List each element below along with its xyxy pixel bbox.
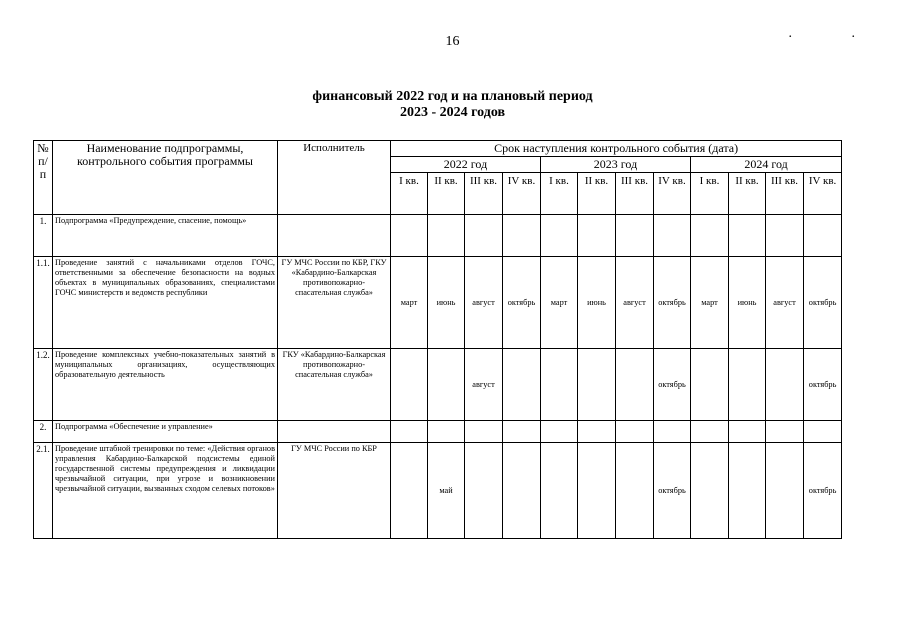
deadline-cell xyxy=(691,443,729,539)
deadline-cell xyxy=(578,421,616,443)
header-deadline: Срок наступления контрольного события (дата) xyxy=(391,141,842,157)
deadline-cell xyxy=(729,215,766,257)
deadline-cell xyxy=(616,215,654,257)
deadline-cell xyxy=(503,215,541,257)
deadline-cell xyxy=(766,421,804,443)
deadline-cell xyxy=(691,215,729,257)
deadline-cell xyxy=(804,421,842,443)
deadline-cell: октябрь xyxy=(654,257,691,349)
deadline-cell: октябрь xyxy=(804,257,842,349)
deadline-cell xyxy=(503,443,541,539)
deadline-cell xyxy=(503,349,541,421)
deadline-cell xyxy=(616,349,654,421)
deadline-cell xyxy=(578,349,616,421)
deadline-cell: август xyxy=(766,257,804,349)
deadline-cell xyxy=(541,421,578,443)
deadline-cell: октябрь xyxy=(804,349,842,421)
header-quarter: I кв. xyxy=(691,173,729,215)
deadline-cell: июнь xyxy=(578,257,616,349)
deadline-cell xyxy=(654,215,691,257)
table-row xyxy=(34,349,842,421)
document-title xyxy=(0,89,905,121)
header-quarter: III кв. xyxy=(766,173,804,215)
deadline-cell xyxy=(691,421,729,443)
table-row xyxy=(34,257,842,349)
header-year-2022: 2022 год xyxy=(391,157,541,173)
deadline-cell xyxy=(691,349,729,421)
deadline-cell xyxy=(578,215,616,257)
row-event-name: Проведение штабной тренировки по теме: «Действия органов управления Кабардино-Балкарской подсистемы единой государственной системы предупреждения и ликвидации чрезвычайной ситуации, при угрозе и возникновении чрезвычайной ситуации, вызванных сходом селевых потоков» xyxy=(53,443,278,539)
corner-marks: . . xyxy=(788,26,883,41)
header-number: № п/п xyxy=(34,141,53,215)
header-quarter: II кв. xyxy=(729,173,766,215)
deadline-cell: октябрь xyxy=(804,443,842,539)
deadline-cell xyxy=(391,349,428,421)
deadline-cell xyxy=(729,349,766,421)
deadline-cell: июнь xyxy=(428,257,465,349)
header-name: Наименование подпрограммы, контрольного события программы xyxy=(53,141,278,215)
deadline-cell xyxy=(541,215,578,257)
table-row xyxy=(34,443,842,539)
row-executor: ГУ МЧС России по КБР xyxy=(278,443,391,539)
row-number: 1. xyxy=(34,215,53,257)
row-executor xyxy=(278,215,391,257)
header-quarter: II кв. xyxy=(428,173,465,215)
deadline-cell: октябрь xyxy=(503,257,541,349)
header-year-2023: 2023 год xyxy=(541,157,691,173)
row-executor: ГУ МЧС России по КБР, ГКУ «Кабардино-Балкарская противопожарно-спасательная служба» xyxy=(278,257,391,349)
row-number: 2. xyxy=(34,421,53,443)
header-quarter: I кв. xyxy=(391,173,428,215)
row-executor xyxy=(278,421,391,443)
deadline-cell xyxy=(465,421,503,443)
deadline-cell xyxy=(766,215,804,257)
row-event-name: Подпрограмма «Предупреждение, спасение, помощь» xyxy=(53,215,278,257)
header-quarter: II кв. xyxy=(578,173,616,215)
table-row xyxy=(34,215,842,257)
deadline-cell: август xyxy=(616,257,654,349)
deadline-cell xyxy=(465,215,503,257)
deadline-cell xyxy=(541,349,578,421)
row-event-name: Подпрограмма «Обеспечение и управление» xyxy=(53,421,278,443)
header-executor: Исполнитель xyxy=(278,141,391,215)
deadline-cell: март xyxy=(691,257,729,349)
deadline-cell: март xyxy=(391,257,428,349)
row-event-name: Проведение занятий с начальниками отделов ГОЧС, ответственными за обеспечение безопасности на водных объектах в муниципальных образованиях, специалистами ГОЧС министерств и ведомств республики xyxy=(53,257,278,349)
deadline-cell xyxy=(616,443,654,539)
header-quarter: IV кв. xyxy=(503,173,541,215)
deadline-cell xyxy=(578,443,616,539)
deadline-cell xyxy=(616,421,654,443)
deadline-cell: октябрь xyxy=(654,349,691,421)
header-quarter: III кв. xyxy=(616,173,654,215)
deadline-cell xyxy=(391,215,428,257)
deadline-cell: октябрь xyxy=(654,443,691,539)
deadline-cell xyxy=(465,443,503,539)
title-line-1: финансовый 2022 год и на плановый период xyxy=(312,89,593,104)
deadline-cell xyxy=(428,215,465,257)
deadline-cell xyxy=(391,443,428,539)
row-executor: ГКУ «Кабардино-Балкарская противопожарно-спасательная служба» xyxy=(278,349,391,421)
page-number: 16 xyxy=(445,34,460,49)
deadline-cell: май xyxy=(428,443,465,539)
deadline-cell: июнь xyxy=(729,257,766,349)
deadline-cell xyxy=(428,349,465,421)
deadline-cell xyxy=(391,421,428,443)
table-row xyxy=(34,421,842,443)
deadline-cell xyxy=(729,421,766,443)
header-year-2024: 2024 год xyxy=(691,157,842,173)
deadline-cell xyxy=(541,443,578,539)
header-quarter: IV кв. xyxy=(804,173,842,215)
header-quarter: I кв. xyxy=(541,173,578,215)
title-line-2: 2023 - 2024 годов xyxy=(399,105,506,120)
control-events-table xyxy=(33,140,842,539)
deadline-cell: август xyxy=(465,257,503,349)
row-number: 1.1. xyxy=(34,257,53,349)
deadline-cell: март xyxy=(541,257,578,349)
deadline-cell xyxy=(766,443,804,539)
deadline-cell xyxy=(729,443,766,539)
deadline-cell xyxy=(766,349,804,421)
deadline-cell xyxy=(654,421,691,443)
header-quarter: IV кв. xyxy=(654,173,691,215)
deadline-cell: август xyxy=(465,349,503,421)
header-quarter: III кв. xyxy=(465,173,503,215)
row-event-name: Проведение комплексных учебно-показательных занятий в муниципальных организациях, осуществляющих образовательную деятельность xyxy=(53,349,278,421)
deadline-cell xyxy=(503,421,541,443)
row-number: 2.1. xyxy=(34,443,53,539)
deadline-cell xyxy=(804,215,842,257)
row-number: 1.2. xyxy=(34,349,53,421)
deadline-cell xyxy=(428,421,465,443)
